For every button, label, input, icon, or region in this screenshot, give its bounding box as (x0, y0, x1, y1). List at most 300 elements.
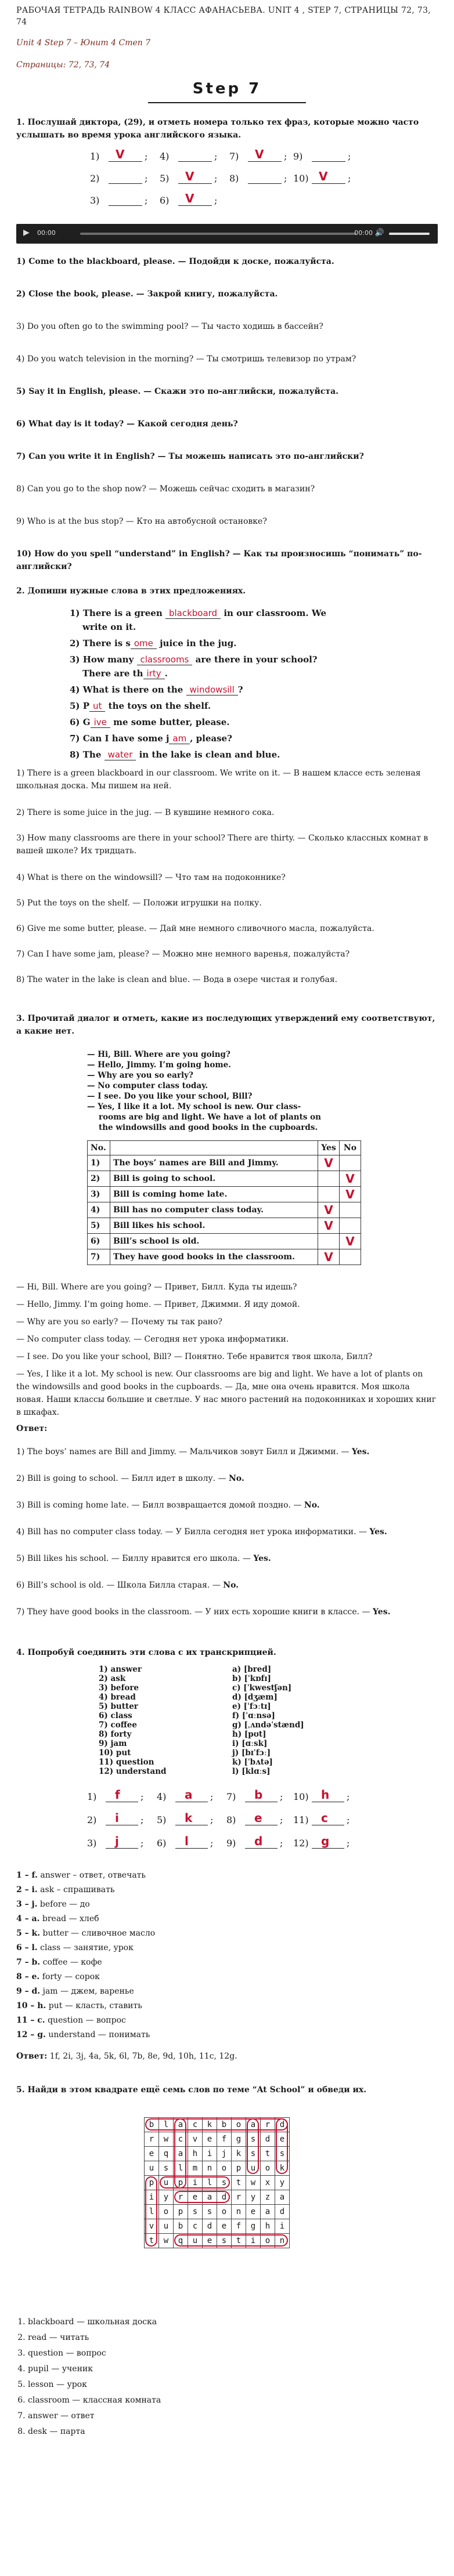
task4-answer (16, 1999, 438, 2012)
grid-cell: s (188, 2205, 203, 2219)
task1-separator: ; (348, 151, 351, 162)
grid-cell: s (275, 2147, 290, 2161)
table-cell-number: 1) (88, 1155, 110, 1171)
task1-blank-line (312, 183, 345, 184)
task1-number: 5) (160, 173, 170, 184)
word-highlight-circle (145, 2118, 288, 2131)
task1-blank-item (90, 190, 160, 210)
grid-cell: i (275, 2219, 290, 2234)
table-row (88, 1202, 361, 1218)
task4-word: 11) question (99, 1758, 154, 1767)
task5-answer-item: 2. read — читать (28, 2330, 438, 2346)
task2-answer: 7) Can I have some jam, please? — Можно мне немного варенья, пожалуйста? (16, 950, 350, 959)
task1-check-mark: V (185, 169, 194, 183)
task2-filled-word: windowsill (186, 684, 238, 695)
task4-word: 8) forty (99, 1730, 132, 1739)
grid-cell: w (159, 2234, 174, 2248)
task3-dialog-image (87, 1050, 366, 1270)
task3-answer-verdict: Yes. (253, 1554, 271, 1563)
table-cell-number: 2) (88, 1171, 110, 1187)
grid-cell: s (159, 2161, 174, 2176)
task2-exercise-line (70, 684, 372, 695)
task4-transcription: l) [klɑːs] (232, 1767, 271, 1776)
page-title: РАБОЧАЯ ТЕТРАДЬ RAINBOW 4 КЛАСС АФАНАСЬЕВА. UNIT 4 , STEP 7, СТРАНИЦЫ 72, 73, 74 (16, 6, 431, 27)
grid-cell: u (145, 2161, 159, 2176)
task4-blank-letter: g (321, 1834, 330, 1848)
grid-cell: z (261, 2190, 275, 2205)
task4-word: 6) class (99, 1711, 132, 1720)
task2-line-start: 6) G (70, 717, 91, 727)
task3-dialog-translation-line: — Hi, Bill. Where are you going? — Привет, Билл. Куда ты идешь? (16, 1282, 297, 1292)
task2-answer: 1) There is a green blackboard in our classroom. We write on it. — В нашем классе есть зеленая школьная доска. Мы пишем на ней. (16, 769, 421, 791)
play-icon[interactable]: ▶ (23, 228, 30, 237)
grid-cell: u (246, 2161, 261, 2176)
table-cell-number: 4) (88, 1202, 110, 1218)
task2-filled-word: blackboard (165, 608, 221, 619)
grid-cell: f (217, 2132, 232, 2147)
task1-separator: ; (214, 151, 218, 162)
task4-separator: ; (140, 1814, 144, 1825)
grid-cell: n (232, 2205, 246, 2219)
task1-blank-line (178, 183, 212, 184)
task2-line-start: 8) The (70, 749, 105, 760)
task4-answer-key: 7 – b. (16, 1958, 41, 1967)
task1-blank-item (293, 146, 363, 166)
word-highlight-circle (247, 2118, 259, 2174)
task4-blank-number: 7) (226, 1791, 236, 1802)
table-row (88, 1187, 361, 1202)
task2-exercise-line (70, 701, 372, 711)
task4-transcription: j) [bɪˈfɔː] (232, 1748, 271, 1758)
task4-separator: ; (140, 1838, 144, 1849)
task2-filled-word: water (105, 749, 136, 760)
grid-cell: a (246, 2118, 261, 2132)
grid-cell: l (174, 2161, 188, 2176)
task3-statements-table (87, 1140, 361, 1265)
table-cell-statement: Bill likes his school. (110, 1218, 318, 1234)
task4-heading: 4. Попробуй соединить эти слова с их транскрипцией. (16, 1648, 276, 1657)
grid-cell: t (145, 2234, 159, 2248)
grid-cell: k (203, 2118, 217, 2132)
task1-blank-item (160, 146, 229, 166)
task4-blank-letter: i (115, 1811, 119, 1825)
grid-cell: s (217, 2176, 232, 2190)
task3-answer (16, 1552, 438, 1565)
task4-answer-blank (87, 1787, 157, 1806)
task5-answer-list (16, 2314, 438, 2440)
task2-exercise-line (70, 717, 372, 727)
task4-transcription: a) [bred] (232, 1665, 272, 1674)
task4-blank-number: 5) (157, 1814, 167, 1825)
grid-cell: w (159, 2132, 174, 2147)
task1-check-mark: V (116, 147, 125, 161)
grid-cell: r (232, 2190, 246, 2205)
grid-cell: m (188, 2161, 203, 2176)
task3-dialog-translation-line: — No computer class today. — Сегодня нет урока информатики. (16, 1335, 289, 1344)
task4-answer-label: Ответ: (16, 2052, 48, 2061)
task4-answer-key: 12 – g. (16, 2030, 46, 2039)
task4-answer-text: understand — понимать (45, 2030, 150, 2039)
task4-blank-number: 8) (226, 1814, 236, 1825)
task4-blank-number: 2) (87, 1814, 97, 1825)
table-cell-statement: The boys’ names are Bill and Jimmy. (110, 1155, 318, 1171)
task4-answer-blank (157, 1833, 226, 1853)
task1-heading: 1. Послушай диктора, (29), и отметь номера только тех фраз, которые можно часто услышать во время урока английского языка. (16, 118, 419, 140)
table-cell-number: 5) (88, 1218, 110, 1234)
step-heading: Step 7 (192, 80, 262, 97)
task5-answer-item: 1. blackboard — школьная доска (28, 2314, 438, 2330)
task4-answer-key: 2 – i. (16, 1885, 38, 1894)
task2-line-start: 5) P (70, 701, 90, 711)
task5-answers (16, 2314, 438, 2440)
grid-cell: w (246, 2176, 261, 2190)
task4-answer-text: 1f, 2i, 3j, 4a, 5k, 6l, 7b, 8e, 9d, 10h, 11c, 12g. (47, 2052, 237, 2061)
task3-answer-verdict: Yes. (351, 1447, 370, 1457)
unit-meta: Unit 4 Step 7 – Юнит 4 Степ 7 (16, 38, 151, 48)
word-highlight-circle (276, 2118, 288, 2174)
task2-answer: 4) What is there on the windowsill? — Что там на подоконнике? (16, 873, 286, 882)
grid-row (145, 2205, 290, 2219)
task2-line-end: are there in your school? (192, 654, 318, 665)
task3-answer-text: 2) Bill is going to school. — Билл идет в школу. — (16, 1474, 229, 1483)
grid-cell: b (217, 2118, 232, 2132)
grid-cell: i (188, 2176, 203, 2190)
grid-cell: y (159, 2190, 174, 2205)
task4-blank-letter: b (254, 1788, 263, 1802)
task3-dialog-line: — Hello, Jimmy. I’m going home. (87, 1060, 231, 1070)
task3-dialog-translation-line: — I see. Do you like your school, Bill? — Понятно. Тебе нравится твоя школа, Билл? (16, 1352, 373, 1361)
table-cell-yes: V (318, 1249, 340, 1265)
table-row (88, 1249, 361, 1265)
task4-answer (16, 1927, 438, 1940)
audio-time-end: 00:00 (354, 229, 373, 237)
task1-number: 8) (229, 173, 239, 184)
task1-blank-line (312, 161, 345, 162)
task4-answer-blank (293, 1787, 363, 1806)
table-cell-yes: V (318, 1218, 340, 1234)
task4-transcription: k) [ˈbʌtə] (232, 1758, 273, 1767)
task3-dialog-line: — I see. Do you like your school, Bill? (87, 1092, 253, 1101)
audio-volume-slider[interactable] (389, 233, 430, 235)
task1-number: 1) (90, 151, 100, 162)
task1-phrase: 7) Can you write it in English? — Ты можешь написать это по-английски? (16, 452, 364, 461)
grid-cell: b (145, 2118, 159, 2132)
task4-transcription: f) [ˈɑːnsə] (232, 1711, 275, 1720)
grid-cell: u (159, 2219, 174, 2234)
task4-answer-text: ask – спрашивать (37, 1885, 115, 1894)
task4-separator: ; (347, 1838, 350, 1849)
grid-cell: o (232, 2118, 246, 2132)
grid-cell: n (275, 2234, 290, 2248)
task4-separator: ; (280, 1814, 283, 1825)
table-header-row (88, 1141, 361, 1155)
task2-filled-word: ive (91, 717, 110, 728)
task4-separator: ; (140, 1791, 144, 1802)
task4-answer (16, 1970, 438, 1983)
task4-answer-key: 10 – h. (16, 2001, 46, 2010)
grid-cell: e (203, 2132, 217, 2147)
task4-separator: ; (280, 1791, 283, 1802)
task1-separator: ; (145, 173, 148, 184)
task5-answer-item: 5. lesson — урок (28, 2377, 438, 2393)
task4-blank-number: 10) (293, 1791, 309, 1802)
task4-blank-letter: k (185, 1811, 193, 1825)
task4-blank-letter: c (321, 1811, 328, 1825)
task5-answer-item: 8. desk — парта (28, 2424, 438, 2440)
grid-cell: p (174, 2205, 188, 2219)
grid-cell: x (261, 2176, 275, 2190)
task2-filled-word: am (169, 733, 190, 744)
audio-progress-bar[interactable] (80, 233, 356, 235)
task1-blank-line (109, 183, 142, 184)
grid-cell: u (188, 2234, 203, 2248)
grid-cell: p (232, 2161, 246, 2176)
table-cell-statement: Bill’s school is old. (110, 1234, 318, 1249)
task4-answer-text: class — занятие, урок (37, 1943, 134, 1952)
word-highlight-circle (160, 2176, 230, 2189)
task2-line-end: juice in the jug. (156, 638, 237, 648)
task1-blank-line (109, 205, 142, 206)
task4-blank-letter: j (115, 1834, 119, 1848)
task1-blank-item (90, 168, 160, 188)
grid-cell: a (275, 2190, 290, 2205)
task4-blank-number: 1) (87, 1791, 97, 1802)
task4-blank-letter: d (254, 1834, 263, 1848)
task1-phrase: 4) Do you watch television in the morning? — Ты смотришь телевизор по утрам? (16, 354, 356, 364)
task3-dialog-translation-line: — Why are you so early? — Почему ты так рано? (16, 1317, 222, 1327)
task4-answer-key: 9 – d. (16, 1987, 41, 1996)
grid-cell: q (174, 2234, 188, 2248)
grid-cell: d (261, 2132, 275, 2147)
task2-line-start: 2) There is s (70, 638, 131, 648)
task4-separator: ; (347, 1814, 350, 1825)
grid-cell: r (261, 2118, 275, 2132)
task4-answer-text: bread — хлеб (39, 1914, 99, 1923)
word-highlight-circle (145, 2176, 157, 2247)
task4-blank-number: 4) (157, 1791, 167, 1802)
task4-answer-blank (157, 1810, 226, 1829)
task1-check-mark: V (185, 191, 194, 205)
grid-cell: e (217, 2219, 232, 2234)
grid-cell: b (174, 2219, 188, 2234)
task1-separator: ; (348, 173, 351, 184)
task1-blank-line (178, 205, 212, 206)
grid-cell: r (174, 2190, 188, 2205)
task4-answer (16, 1869, 438, 1882)
task3-answer-text: 3) Bill is coming home late. — Билл возвращается домой поздно. — (16, 1501, 304, 1510)
grid-cell: s (217, 2234, 232, 2248)
task2-answer: 3) How many classrooms are there in your school? There are thirty. — Сколько классных комнат в вашей школе? Их тридцать. (16, 834, 428, 856)
task4-answer-blank (226, 1833, 296, 1853)
task3-dialog-line: — No computer class today. (87, 1081, 208, 1090)
task2-line-end: me some butter, please. (110, 717, 230, 727)
task3-answer-text: 6) Bill’s school is old. — Школа Билла старая. — (16, 1581, 224, 1590)
grid-cell: l (159, 2118, 174, 2132)
task2-exercise-line (70, 733, 372, 744)
task4-separator: ; (347, 1791, 350, 1802)
grid-cell: o (261, 2234, 275, 2248)
task4-answer-blank (87, 1810, 157, 1829)
table-cell-yes: V (318, 1155, 340, 1171)
task2-line-start: 4) What is there on the (70, 684, 186, 695)
table-cell-yes (318, 1171, 340, 1187)
task3-answer (16, 1472, 438, 1485)
grid-cell: i (246, 2234, 261, 2248)
grid-cell: u (159, 2176, 174, 2190)
grid-cell: a (174, 2147, 188, 2161)
grid-cell: s (203, 2205, 217, 2219)
task4-answer-blank (87, 1833, 157, 1853)
task2-line-end: in our classroom. We (221, 608, 327, 618)
task1-phrase: 10) How do you spell “understand” in English? — Как ты произносишь “понимать” по-английски? (16, 549, 422, 571)
grid-cell: i (145, 2190, 159, 2205)
table-cell-number: 6) (88, 1234, 110, 1249)
audio-player[interactable] (16, 224, 438, 244)
task1-separator: ; (284, 173, 287, 184)
task1-blank-line (248, 161, 282, 162)
task4-blank-number: 3) (87, 1838, 97, 1849)
task4-word: 1) answer (99, 1665, 142, 1674)
task4-answer-key: 4 – a. (16, 1914, 40, 1923)
grid-cell: k (275, 2161, 290, 2176)
grid-cell: g (232, 2132, 246, 2147)
task2-exercise-line (70, 638, 372, 648)
grid-row (145, 2161, 290, 2176)
grid-cell: o (159, 2205, 174, 2219)
grid-cell: p (145, 2176, 159, 2190)
task4-blank-letter: a (185, 1788, 193, 1802)
task4-word: 7) coffee (99, 1720, 137, 1730)
table-cell-yes (318, 1187, 340, 1202)
task3-answer (16, 1445, 438, 1458)
task3-answer (16, 1579, 438, 1592)
grid-cell: a (174, 2118, 188, 2132)
task1-blank-line (109, 161, 142, 162)
grid-cell: c (188, 2219, 203, 2234)
task4-blank-line (175, 1848, 208, 1849)
task4-answer-blank (226, 1810, 296, 1829)
task3-dialog-line: rooms are big and light. We have a lot of plants on (99, 1113, 321, 1122)
grid-cell: s (246, 2147, 261, 2161)
task5-word-grid-image (127, 2111, 324, 2303)
table-cell-statement: They have good books in the classroom. (110, 1249, 318, 1265)
task2-line-start: 3) How many (70, 654, 137, 665)
grid-cell: j (217, 2147, 232, 2161)
task4-transcription: b) [ˈkɒfɪ] (232, 1674, 271, 1683)
task4-answer (16, 1985, 438, 1998)
grid-cell: r (145, 2132, 159, 2147)
task4-separator: ; (210, 1791, 214, 1802)
grid-cell: e (145, 2147, 159, 2161)
volume-icon[interactable]: 🔊 (374, 229, 384, 237)
task2-exercise-line (70, 608, 372, 618)
task2-line-end: , please? (190, 733, 232, 744)
task4-transcription: c) [ˈkwestʃən] (232, 1683, 292, 1693)
task3-dialog-line: the windowsills and good books in the cupboards. (99, 1123, 318, 1132)
task4-separator: ; (210, 1814, 214, 1825)
grid-row (145, 2132, 290, 2147)
task4-blank-line (312, 1848, 344, 1849)
grid-cell: a (261, 2205, 275, 2219)
task2-line-start: 1) There is a green (70, 608, 165, 618)
task4-blank-number: 9) (226, 1838, 236, 1849)
task1-blank-item (90, 146, 160, 166)
task4-answer-blank (293, 1833, 363, 1853)
grid-cell: e (246, 2205, 261, 2219)
grid-row (145, 2147, 290, 2161)
task4-word: 12) understand (99, 1767, 167, 1776)
task2-filled-word: ome (131, 638, 157, 649)
task4-answer-text: question — вопрос (45, 2016, 126, 2025)
task3-answer-verdict: No. (223, 1581, 239, 1590)
task3-dialog-translation-line: — Yes, I like it a lot. My school is new. Our classrooms are big and light. We have a lot of plants on the windowsills and good books in the cupboards. — Да, мне она очень нравится. Моя школа новая. Наши классы большие и светлые. У нас много растений на подоконниках и хороших книг в шкафах. (16, 1369, 437, 1417)
task1-phrase: 8) Can you go to the shop now? — Можешь сейчас сходить в магазин? (16, 484, 315, 494)
grid-cell: i (203, 2147, 217, 2161)
task2-line-end: ? (237, 684, 243, 695)
grid-row (145, 2219, 290, 2234)
table-cell-no (340, 1202, 361, 1218)
task4-answer (16, 1912, 438, 1925)
task4-answer-text: before — до (37, 1900, 90, 1909)
task2-answer: 8) The water in the lake is clean and blue. — Вода в озере чистая и голубая. (16, 975, 338, 984)
task2-exercise-line (82, 668, 384, 679)
task4-answer-key: 1 – f. (16, 1871, 38, 1880)
task4-word: 2) ask (99, 1674, 126, 1683)
task3-answer-verdict: Yes. (369, 1527, 387, 1537)
grid-cell: q (159, 2147, 174, 2161)
table-cell-yes (318, 1234, 340, 1249)
grid-cell: y (275, 2176, 290, 2190)
task4-blank-number: 6) (157, 1838, 167, 1849)
grid-cell: n (203, 2161, 217, 2176)
task3-answer (16, 1499, 438, 1512)
task4-answer (16, 2014, 438, 2027)
table-header-yes: Yes (318, 1141, 340, 1155)
task4-transcription: d) [dʒæm] (232, 1693, 278, 1702)
task3-dialog-line: — Why are you so early? (87, 1071, 193, 1080)
task4-blank-letter: l (185, 1834, 189, 1848)
task2-answer: 5) Put the toys on the shelf. — Положи игрушки на полку. (16, 898, 262, 908)
task2-answer: 2) There is some juice in the jug. — В кувшине немного сока. (16, 808, 275, 817)
grid-cell: d (217, 2190, 232, 2205)
grid-cell: e (203, 2234, 217, 2248)
task1-number: 10) (293, 173, 309, 184)
grid-cell: k (232, 2147, 246, 2161)
task1-answer-image (90, 146, 363, 215)
table-cell-statement: Bill is coming home late. (110, 1187, 318, 1202)
task2-answer: 6) Give me some butter, please. — Дай мне немного сливочного масла, пожалуйста. (16, 924, 374, 933)
task4-answer (16, 1883, 438, 1896)
task2-filled-word: irty (143, 668, 165, 679)
task4-answer-text: coffee — кофе (40, 1958, 102, 1967)
grid-cell: s (246, 2132, 261, 2147)
task3-answer-verdict: No. (228, 1474, 244, 1483)
word-highlight-circle (174, 2118, 186, 2189)
task4-transcription: i) [ɑːsk] (232, 1739, 268, 1748)
grid-cell: h (261, 2219, 275, 2234)
task4-separator: ; (280, 1838, 283, 1849)
task2-filled-word: ut (89, 701, 105, 712)
task3-answer-text: 5) Bill likes his school. — Биллу нравится его школа. — (16, 1554, 254, 1563)
task2-exercise-line (70, 654, 372, 665)
grid-cell: v (188, 2132, 203, 2147)
table-cell-number: 3) (88, 1187, 110, 1202)
task1-phrase: 9) Who is at the bus stop? — Кто на автобусной остановке? (16, 517, 267, 526)
grid-cell: o (261, 2161, 275, 2176)
table-cell-no (340, 1218, 361, 1234)
task1-separator: ; (214, 195, 218, 206)
task4-answer-text: answer – ответ, отвечать (37, 1871, 146, 1880)
